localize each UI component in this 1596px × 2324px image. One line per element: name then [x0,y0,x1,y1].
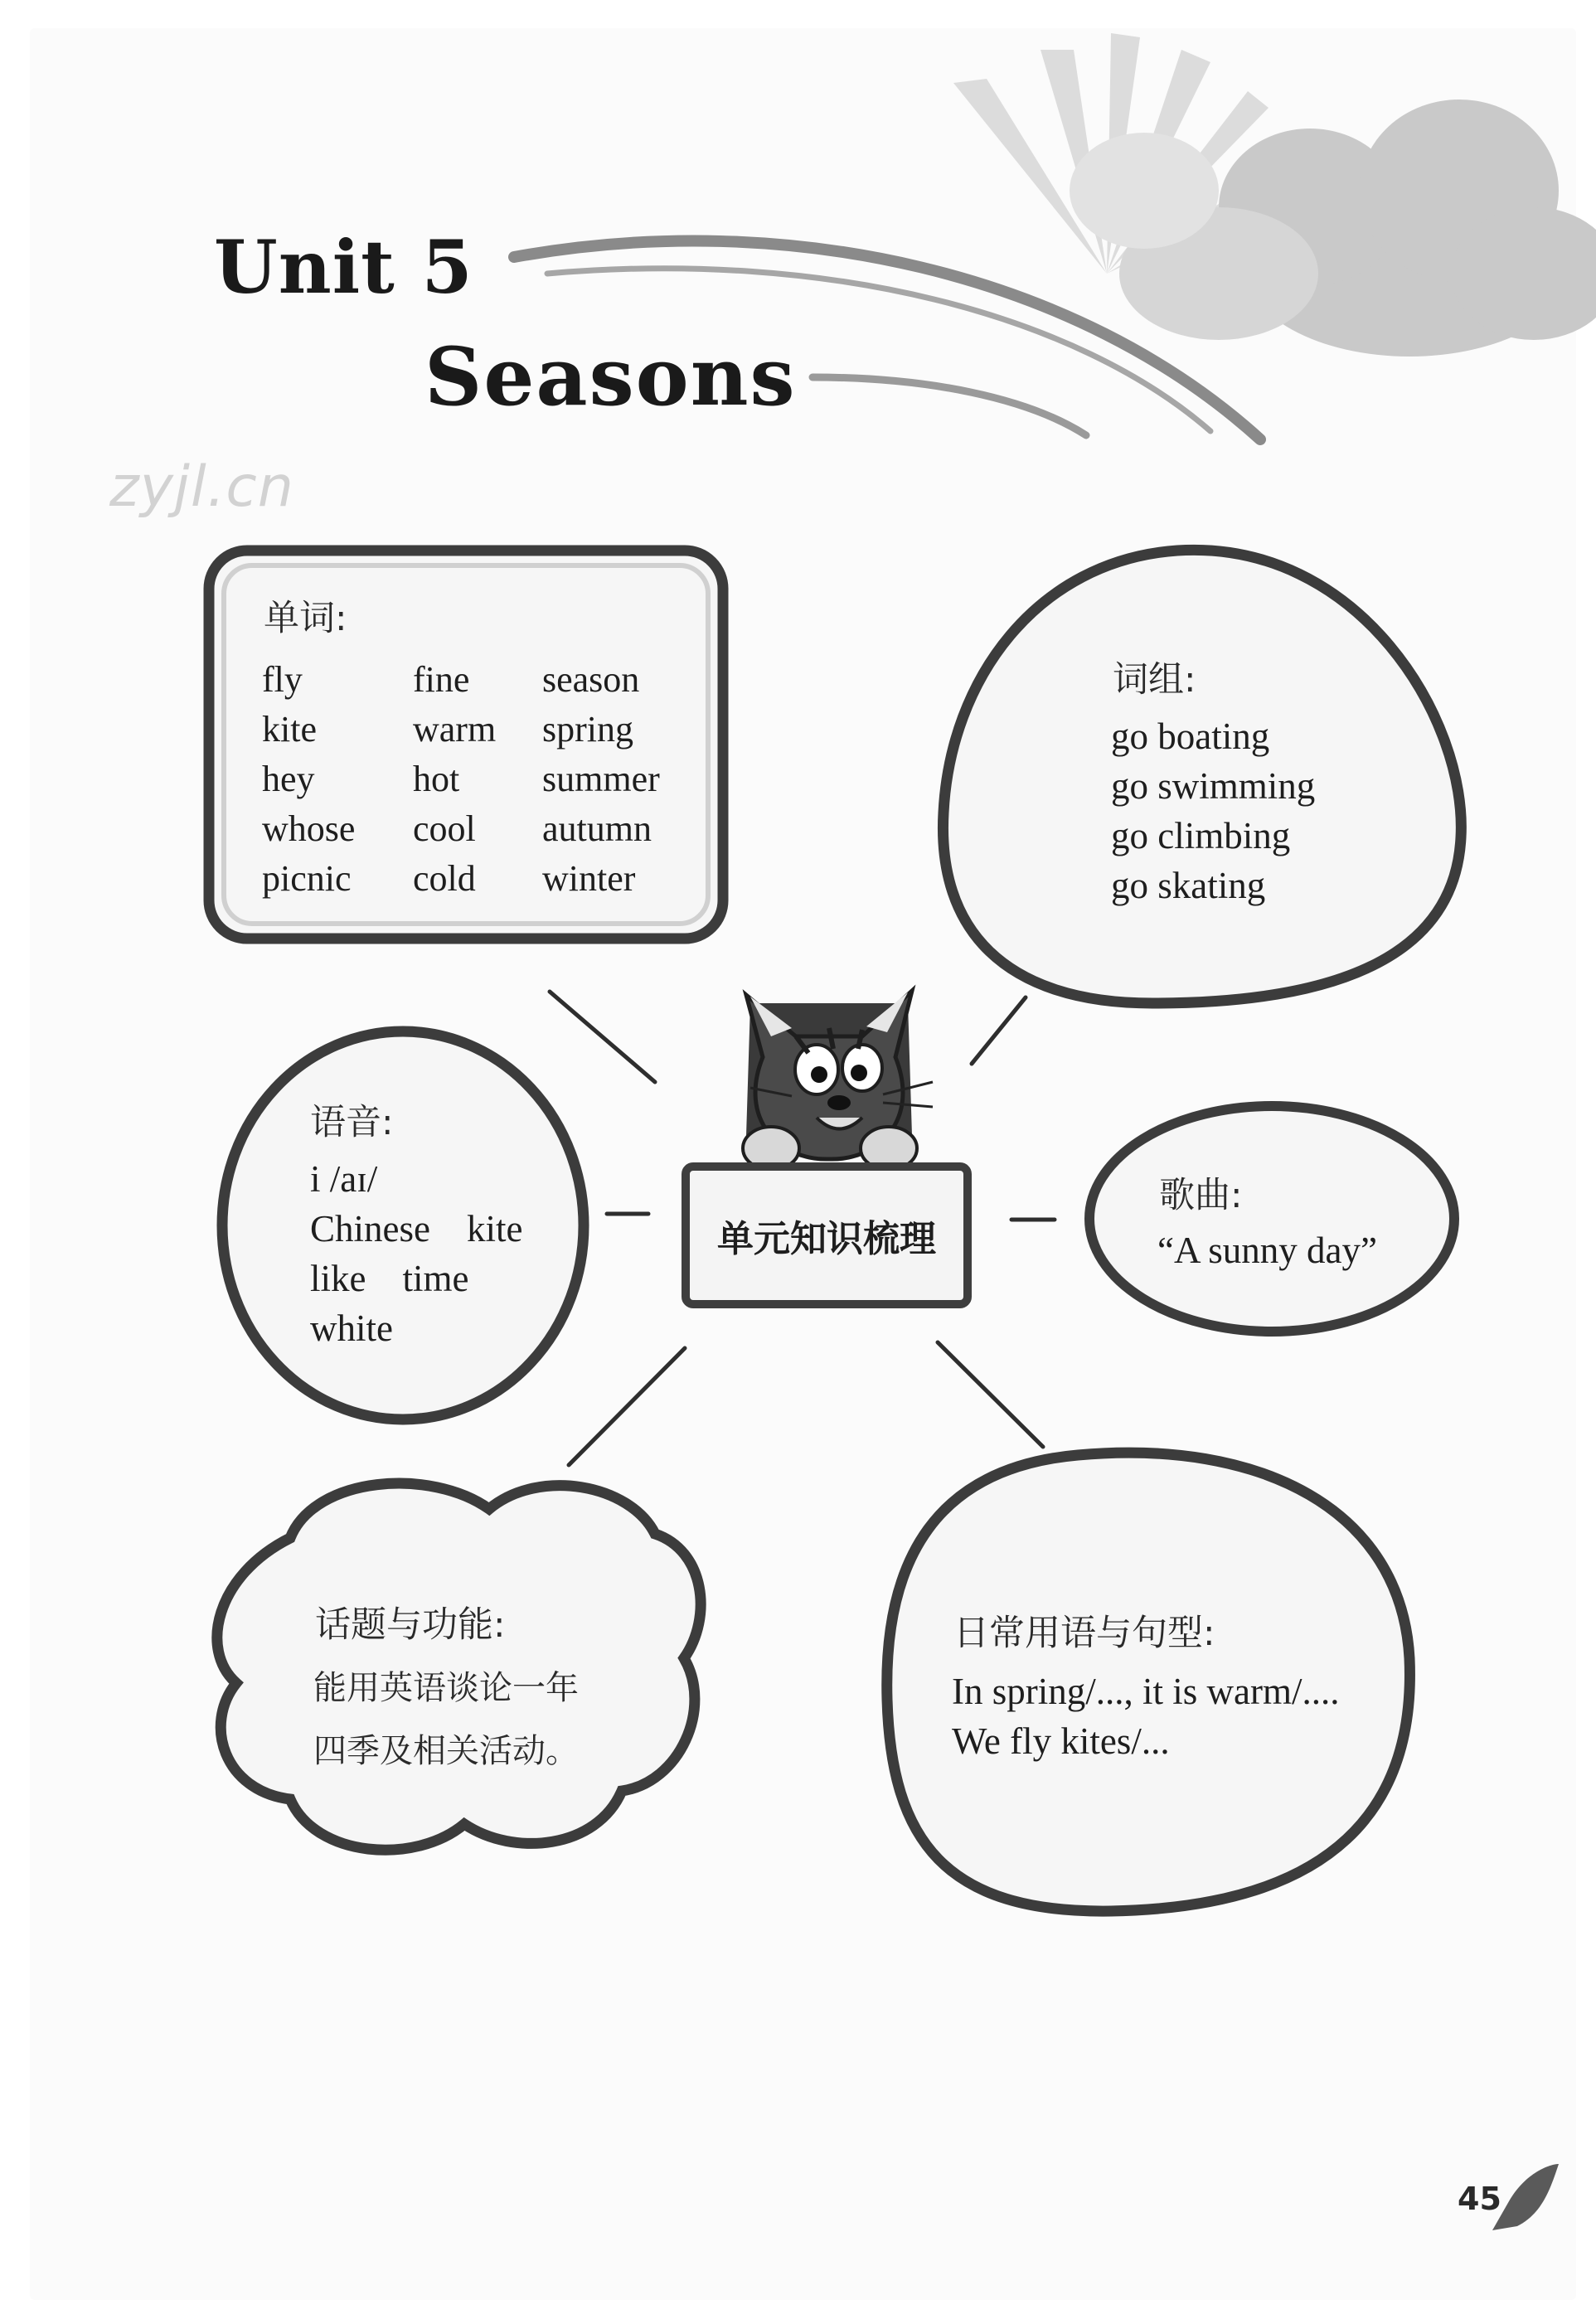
phonics-word: Chinese [310,1208,430,1249]
watermark-text: zyjl.cn [109,454,294,520]
connector-topic [569,1348,685,1465]
phonics-word: like [310,1258,366,1299]
connector-sentences [938,1342,1043,1447]
song-bubble [1089,1106,1454,1332]
word-item: summer [542,759,660,799]
word-item: fine [413,659,470,700]
cat-icon [743,991,933,1170]
unit-subtitle: Seasons [424,330,797,424]
topic-lines [313,1657,579,1783]
word-item: kite [262,709,317,750]
phonics-line-2 [310,1254,468,1303]
word-item: spring [542,709,633,750]
word-item: autumn [542,808,652,849]
words-column-2 [413,655,496,904]
phrase-item: go boating [1111,716,1270,757]
word-item: season [542,659,640,700]
phonics-line-3: white [310,1308,393,1349]
phonics-word: kite [466,1208,523,1249]
phonics-heading: 语音: [310,1102,394,1143]
unit-title: Unit 5 [214,224,473,310]
word-item: winter [542,858,636,899]
words-column-3 [542,655,660,904]
sentence-line: In spring/..., it is warm/.... [952,1671,1340,1712]
center-label: 单元知识梳理 [682,1162,972,1308]
word-item: hey [262,759,315,799]
song-heading: 歌曲: [1159,1175,1243,1216]
song-title: “A sunny day” [1157,1230,1377,1271]
phrase-item: go skating [1111,865,1266,906]
word-item: picnic [262,858,352,899]
words-heading: 单词: [264,598,347,639]
sentence-line: We fly kites/... [952,1720,1170,1762]
leaf-icon [1492,2164,1559,2230]
word-item: fly [262,659,303,700]
topic-heading: 话题与功能: [315,1604,506,1646]
page-number: 45 [1458,2181,1501,2217]
word-item: whose [262,808,356,849]
phonics-sound: i /aɪ/ [310,1158,378,1200]
phonics-word: time [402,1258,469,1299]
clouds-decoration [1070,99,1596,357]
sentences-heading: 日常用语与句型: [953,1613,1215,1654]
phonics-line-1 [310,1204,522,1254]
word-item: hot [413,759,460,799]
sentences-lines [952,1667,1339,1766]
word-item: warm [413,709,497,750]
topic-line: 能用英语谈论一年 [313,1669,579,1707]
word-item: cool [413,808,476,849]
word-item: cold [413,858,476,899]
phrases-list [1111,711,1315,910]
phrases-heading: 词组: [1113,659,1196,701]
connector-phrases [972,997,1026,1064]
topic-line: 四季及相关活动。 [313,1732,579,1770]
phrase-item: go climbing [1111,815,1291,856]
phrase-item: go swimming [1111,765,1316,807]
connector-words [550,992,655,1082]
words-column-1 [262,655,355,904]
